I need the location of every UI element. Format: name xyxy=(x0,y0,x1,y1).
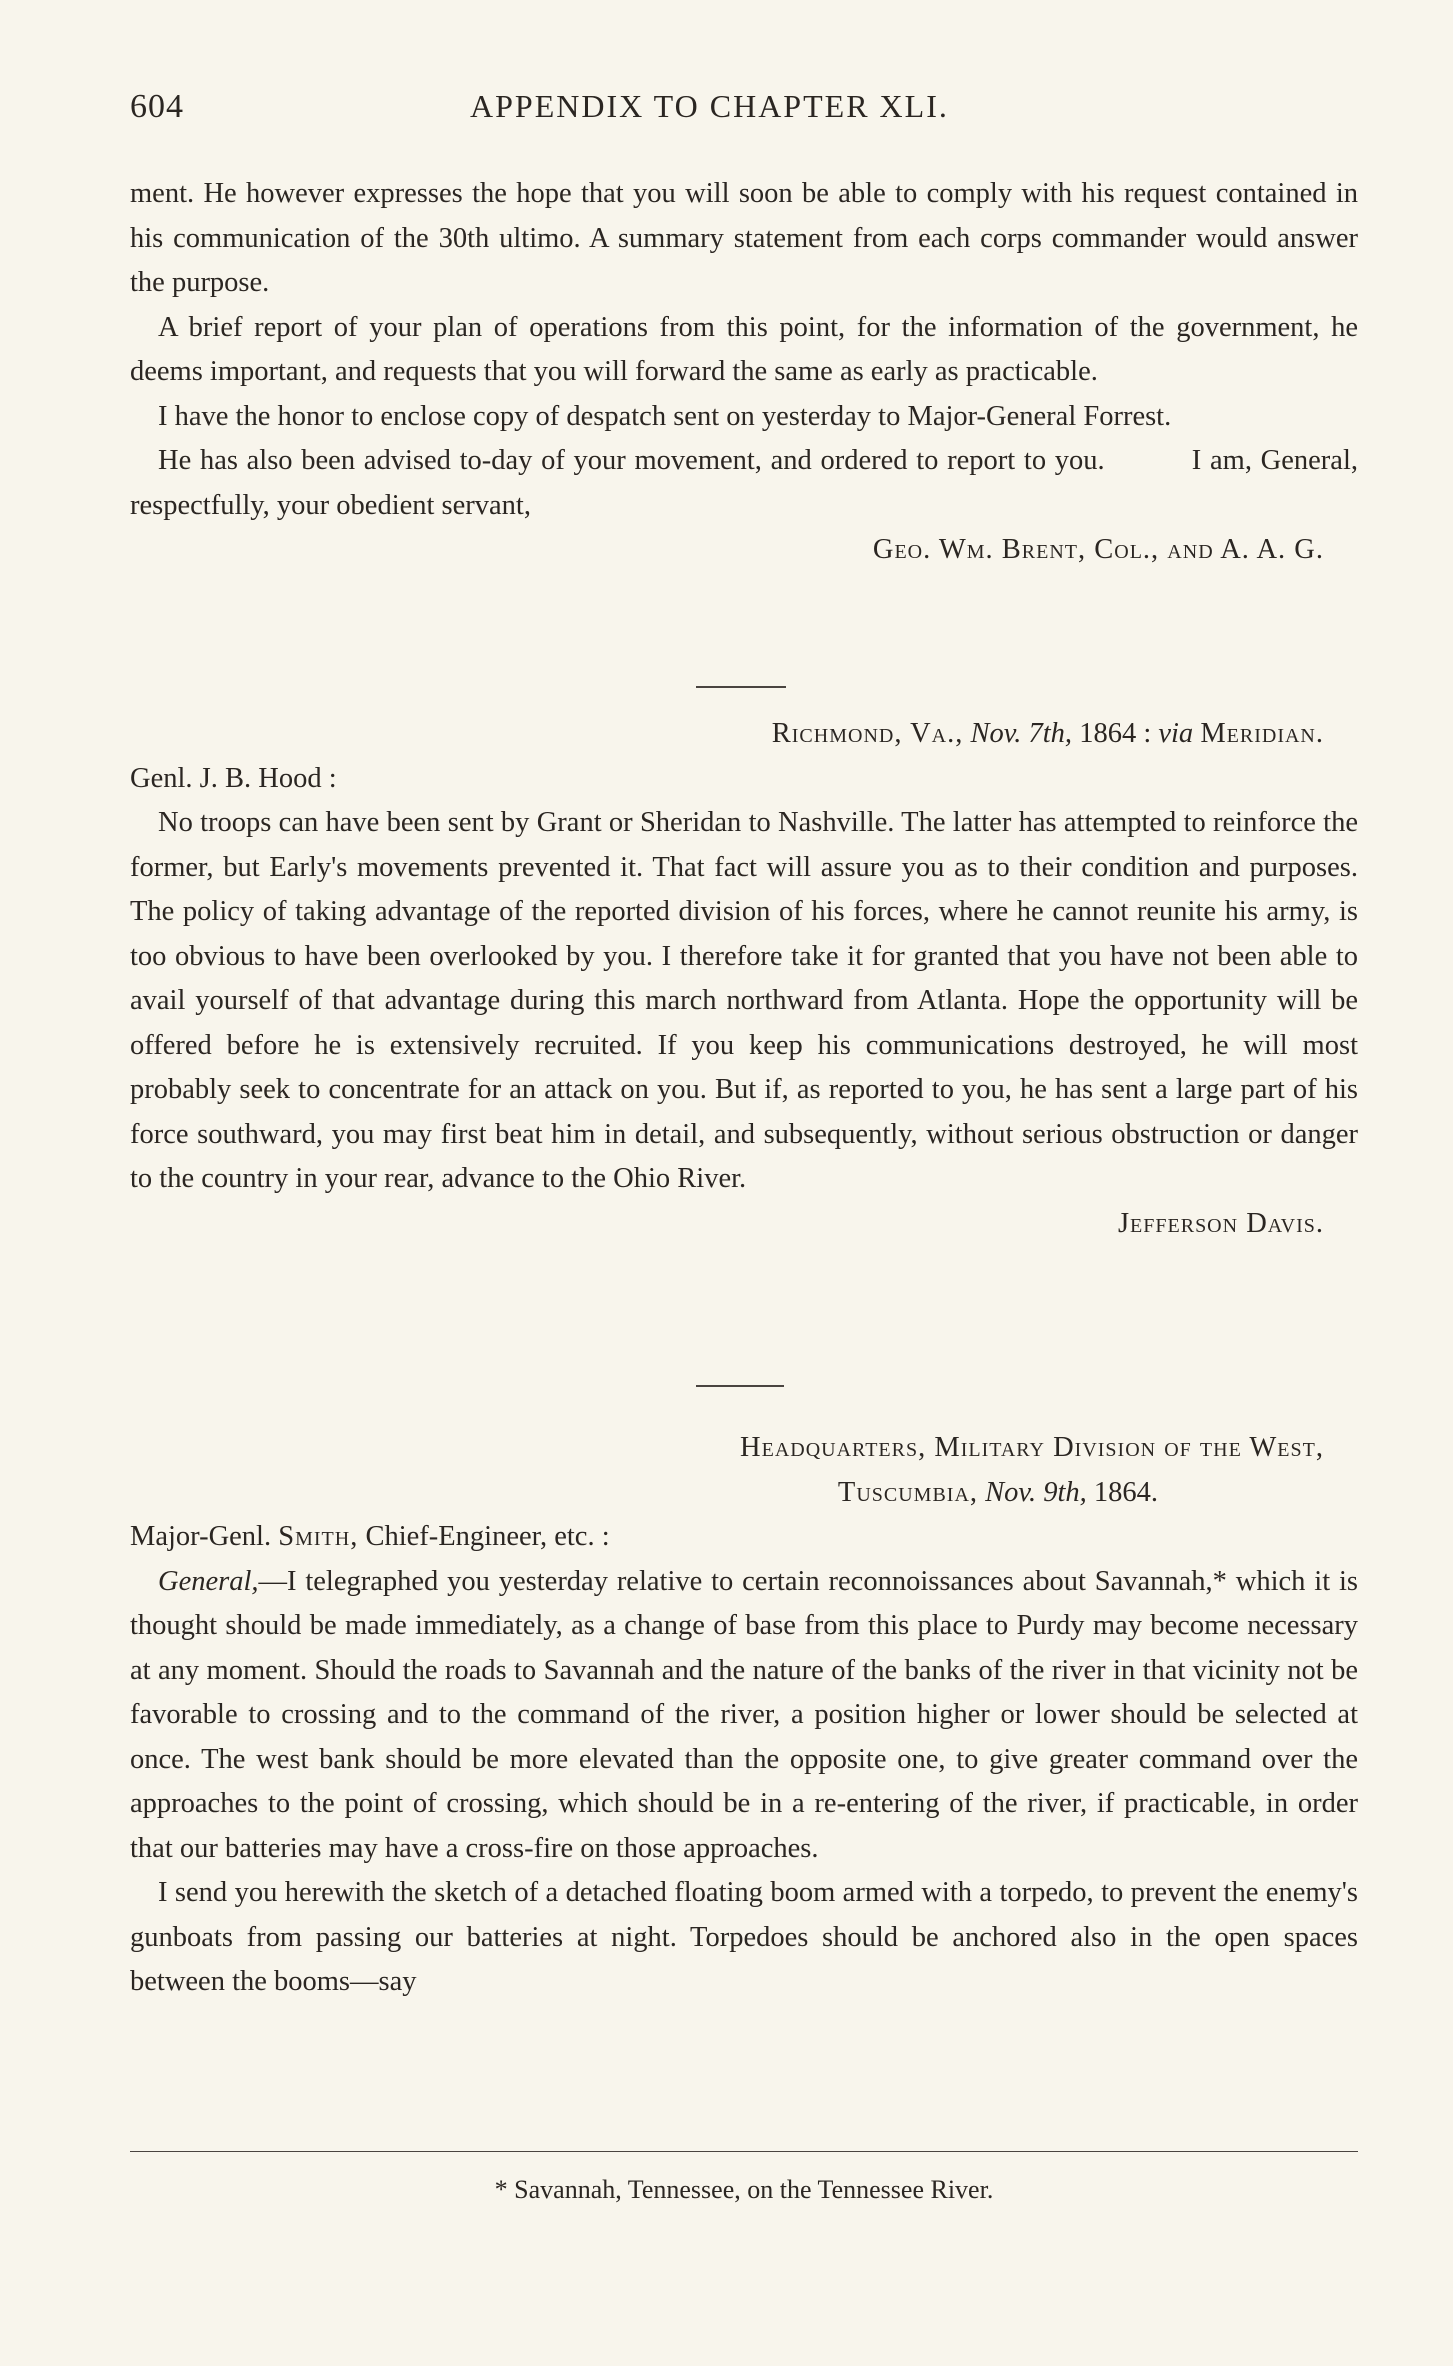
dateline-place: Richmond, Va., xyxy=(771,718,964,749)
paragraph: I have the honor to enclose copy of despatch sent on yesterday to Major-General Forrest. xyxy=(158,400,1172,432)
footnote: * Savannah, Tennessee, on the Tennessee River. xyxy=(494,2175,994,2204)
dateline-date: Nov. 7th, xyxy=(970,718,1073,749)
hq-letter-to-smith xyxy=(130,1426,1358,2005)
dateline-via: via xyxy=(1158,718,1194,749)
addressee: Genl. J. B. Hood : xyxy=(130,762,337,794)
page-number: 604 xyxy=(130,88,184,125)
heading-year: 1864. xyxy=(1093,1476,1158,1508)
signature-brent: Geo. Wm. Brent, Col., and A. A. G. xyxy=(872,534,1324,565)
signature-davis: Jefferson Davis. xyxy=(1117,1207,1324,1239)
page-header xyxy=(130,88,1350,138)
salutation: General, xyxy=(158,1565,259,1597)
footnote-rule xyxy=(130,2151,1358,2152)
section-divider xyxy=(696,686,786,688)
paragraph: No troops can have been sent by Grant or Sheridan to Nashville. The latter has attempted to reinforce the former, but Early's movements prevented it. That fact will assure you as to their condition and purposes. The policy of taking advantage of the reported division of his forces, where he cannot reunite his army, is too obvious to have been overlooked by you. I therefore take it for granted that you have not been able to avail yourself of that advantage during this march northward from Atlanta. Hope the opportunity will be offered before he is extensively recruited. If you keep his communications destroyed, he will most probably seek to concentrate for an attack on you. But if, as reported to you, he has sent a large part of his force southward, you may first beat him in detail, and subsequently, without serious obstruction or danger to the country in your rear, advance to the Ohio River. xyxy=(130,807,1358,1194)
section-divider xyxy=(696,1385,784,1387)
dateline xyxy=(130,712,1358,757)
paragraph: ment. He however expresses the hope that you will soon be able to comply with his request contained in his communication of the 30th ultimo. A summary statement from each corps commander would answer the purpose. xyxy=(130,178,1358,298)
dateline-year: 1864 : xyxy=(1079,718,1152,749)
running-title: APPENDIX TO CHAPTER XLI. xyxy=(470,88,949,124)
paragraph-text: —I telegraphed you yesterday relative to certain reconnoissances about Savannah,* which it is thought should be made immediately, as a change of base from this place to Purdy may become necessary at any moment. Should the roads to Savannah and the nature of the banks of the river in that vicinity not be favorable to crossing and to the command of the river, a position higher or lower should be selected at once. The west bank should be more elevated than the opposite one, to give greater command over the approaches to the point of crossing, which should be in a re-entering of the river, if practicable, in order that our batteries may have a cross-fire on those approaches. xyxy=(130,1565,1358,1864)
paragraph xyxy=(130,1560,1358,1872)
addressee-rank: Major-Genl. xyxy=(130,1521,272,1552)
brent-letter-continuation xyxy=(130,172,1366,573)
heading-line-1: Headquarters, Military Division of the West, xyxy=(740,1432,1324,1463)
heading-date: Nov. 9th, xyxy=(985,1476,1087,1508)
dateline-via-place: Meridian. xyxy=(1200,718,1324,749)
heading-line-2 xyxy=(130,1471,1358,1516)
paragraph: A brief report of your plan of operations from this point, for the information of the government, he deems important, and requests that you will forward the same as early as practicable. xyxy=(130,311,1358,387)
addressee-name: Smith, xyxy=(278,1521,359,1552)
paragraph: He has also been advised to-day of your movement, and ordered to report to you. I am, General, respectfully, your obedient servant, xyxy=(130,445,1366,521)
addressee-title: Chief-Engineer, etc. : xyxy=(365,1521,610,1552)
addressee xyxy=(130,1515,1358,1560)
davis-despatch xyxy=(130,712,1358,1246)
paragraph: I send you herewith the sketch of a detached floating boom armed with a torpedo, to prevent the enemy's gunboats from passing our batteries at night. Torpedoes should be anchored also in the open spaces between the booms—say xyxy=(130,1877,1358,1997)
heading-place: Tuscumbia, xyxy=(837,1476,979,1508)
